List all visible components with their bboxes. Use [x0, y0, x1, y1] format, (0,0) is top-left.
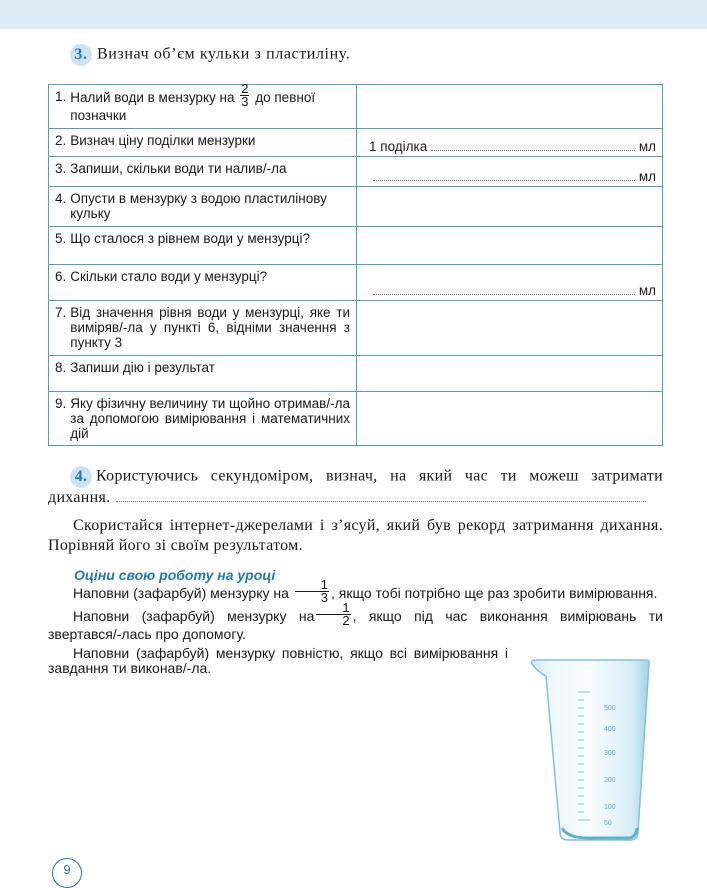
row-question: Запиши дію і результат [70, 360, 215, 375]
answer-prefix: 1 поділка [369, 139, 428, 154]
worksheet-table [48, 81, 663, 446]
top-band [0, 0, 707, 29]
answer-cell[interactable] [357, 157, 663, 187]
measuring-beaker-icon[interactable] [528, 656, 652, 844]
answer-cell[interactable] [357, 187, 663, 227]
scale-label: 100 [604, 804, 616, 811]
answer-dotted-line[interactable] [116, 500, 646, 502]
task-3-title: Визнач об’єм кульки з пластиліну. [97, 45, 351, 63]
row-number: 6. [55, 269, 67, 284]
row-question: Опусти в мензурку з водою пластилінову кульку [70, 191, 327, 221]
row-question: Визнач ціну поділки мензурки [70, 133, 256, 148]
row-question: Запиши, скільки води ти налив/-ла [70, 161, 287, 176]
table-row [49, 85, 663, 129]
row-question: Налий води в мензурку на $\frac{2}{3}$ до певної позначки [70, 81, 316, 123]
unit-label: мл [638, 283, 656, 298]
scale-label: 300 [604, 750, 616, 757]
answer-cell[interactable] [357, 392, 663, 446]
table-row [49, 187, 663, 227]
answer-cell[interactable] [357, 265, 663, 301]
table-row [49, 356, 663, 392]
unit-label: мл [638, 139, 656, 154]
row-number: 1. [55, 89, 67, 104]
row-number: 3. [55, 161, 67, 176]
task-number-badge: 4. [70, 466, 92, 488]
row-number: 5. [55, 231, 67, 246]
table-row [49, 157, 663, 187]
scale-label: 50 [604, 820, 612, 827]
self-assessment-text: Наповни (зафарбуй) мензурку на $\frac{1}{3}$ , якщо тобі потрібно ще раз зробити вимірювання. Наповни (зафарбуй) мензурку на $\frac{1}{2}$ , якщо під час виконання вимірювань ти звертався/-лась про допомогу. Наповни (зафарбуй) мензурку повністю, якщо всі вимірювання і завдання ти виконав/-ла. [48, 577, 664, 676]
unit-label: мл [638, 169, 656, 184]
answer-dotted-line [373, 179, 635, 181]
task-4-text: Користуючись секундоміром, визнач, на який час ти можеш затримати дихання. [48, 467, 663, 506]
table-row [49, 301, 663, 356]
table-row [49, 129, 663, 157]
answer-cell[interactable] [357, 85, 663, 129]
table-row [49, 227, 663, 265]
task-3-heading [70, 44, 350, 66]
row-number: 7. [55, 305, 67, 320]
page-number: 9 [52, 858, 82, 888]
self-assessment-title: Оціни свою роботу на уроці [74, 567, 276, 583]
row-question: Що сталося з рівнем води у мензурці? [70, 231, 310, 246]
row-question: Скільки стало води у мензурці? [70, 269, 268, 284]
answer-cell[interactable] [357, 356, 663, 392]
row-number: 8. [55, 360, 67, 375]
task-4 [48, 466, 663, 556]
row-number: 2. [55, 133, 67, 148]
answer-cell[interactable] [357, 129, 663, 157]
row-number: 4. [55, 191, 67, 206]
fraction: $\frac{1}{3}$ [295, 579, 329, 604]
scale-label: 500 [604, 705, 616, 712]
task-number-badge: 3. [70, 44, 92, 66]
task-4-extra: Скористайся інтернет-джерелами і з’ясуй, який був рекорд затримання дихання. Порівняй його зі своїм результатом. [48, 517, 663, 554]
fraction: $\frac{2}{3}$ [241, 81, 249, 109]
scale-label: 400 [604, 726, 616, 733]
answer-dotted-line [373, 293, 635, 295]
fraction: $\frac{1}{2}$ [316, 602, 350, 627]
answer-cell[interactable] [357, 227, 663, 265]
scale-label: 200 [604, 777, 616, 784]
answer-cell[interactable] [357, 301, 663, 356]
row-number: 9. [55, 396, 67, 411]
table-row [49, 392, 663, 446]
answer-dotted-line [431, 149, 635, 151]
table-row [49, 265, 663, 301]
row-question: Яку фізичну величину ти щойно отримав/-ла за допомогою вимірювання і математичних дій [70, 396, 350, 441]
row-question: Від значення рівня води у мензурці, яке ти виміряв/-ла у пункті 6, відніми значення з пункту 3 [70, 305, 350, 350]
